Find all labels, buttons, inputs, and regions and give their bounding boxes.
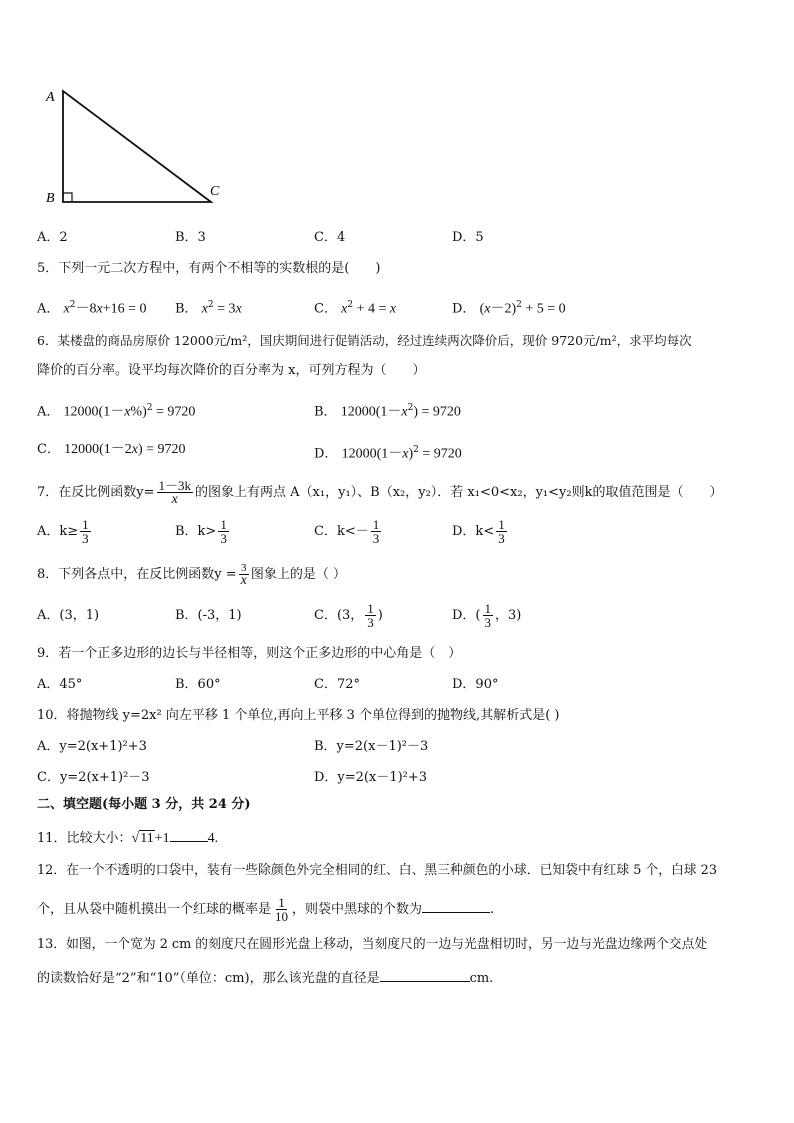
q8-stem-a: 8．下列各点中，在反比例函数y = — [37, 567, 237, 582]
q8-stem: 8．下列各点中，在反比例函数y = $\frac{3}{x}$ 图象上的是（ ） — [37, 562, 346, 588]
q10-stem: 10．将抛物线 y=2x² 向左平移 1 个单位,再向上平移 3 个单位得到的抛物线,其解析式是( ) — [37, 708, 560, 723]
right-angle-mark — [63, 193, 72, 202]
q6-a-prefix: A． — [37, 404, 60, 420]
q5-b-prefix: B． — [175, 301, 198, 317]
q8-option-d: D．( $\frac{1}{3}$ ，3) — [452, 601, 522, 630]
q11-stem: 11．比较大小：√11+1 4. — [37, 827, 218, 848]
q9-option-c: C．72° — [314, 677, 360, 692]
q5-option-a: A． $x^2-8x+16 = 0$ — [37, 300, 147, 317]
q6-option-c: C． 12000(1－2x) = 9720 — [37, 442, 186, 457]
q12-line2: 个，且从袋中随机摸出一个红球的概率是 $\frac{1}{10}$ ，则袋中黑球的个数为 . — [37, 895, 495, 924]
q7-option-b: B．k> $\frac{1}{3}$ — [175, 517, 227, 546]
q8-stem-b: 图象上的是（ ） — [250, 567, 346, 582]
q4-option-d: D．5 — [452, 230, 484, 245]
q6-line2: 降价的百分率。设平均每次降价的百分率为 x，可列方程为（ ） — [37, 363, 426, 378]
q5-option-d: D． $(x-2)^2 + 5 = 0$ — [452, 300, 566, 317]
q9-option-b: B．60° — [175, 677, 221, 692]
q8-option-b: B．(-3，1) — [175, 608, 242, 623]
q6-b-prefix: B． — [314, 404, 337, 420]
triangle-abc — [63, 91, 211, 202]
q10-option-d: D．y=2(x－1)²+3 — [314, 770, 428, 785]
q7-stem-a: 7．在反比例函数y= — [37, 485, 155, 500]
q13-line2: 的读数恰好是“2”和“10”（单位：cm)，那么该光盘的直径是 cm. — [37, 967, 493, 988]
q12-answer-blank[interactable] — [422, 898, 490, 913]
q8-option-a: A．(3，1) — [37, 608, 100, 623]
q6-c-prefix: C． — [37, 442, 60, 457]
q5-a-prefix: A． — [37, 301, 60, 317]
q6-option-a: A． $12000(1-x\%)^2 = 9720$ — [37, 403, 196, 420]
q13-answer-blank[interactable] — [380, 967, 470, 982]
q5-d-prefix: D． — [452, 301, 476, 317]
q7-fraction: $\frac{1-3k}{x}$ — [158, 478, 192, 507]
q12-line1: 12．在一个不透明的口袋中，装有一些除颜色外完全相同的红、白、黑三种颜色的小球．已知袋中有红球 5 个，白球 23 — [37, 863, 717, 878]
q5-option-b: B． $x^2 = 3x$ — [175, 300, 242, 317]
q9-option-d: D．90° — [452, 677, 499, 692]
q10-option-a: A．y=2(x+1)²+3 — [37, 739, 147, 754]
q7-option-a: A．k≥ $\frac{1}{3}$ — [37, 517, 89, 546]
q9-option-a: A．45° — [37, 677, 83, 692]
triangle-figure — [40, 84, 230, 210]
q6-line1: 6．某楼盘的商品房原价 12000元/m²，国庆期间进行促销活动，经过连续两次降价后，现价 9720元/m²，求平均每次 — [37, 333, 692, 348]
label-c: C — [210, 184, 220, 199]
q6-option-d: D． $12000(1-x)^2 = 9720$ — [314, 445, 462, 462]
q5-stem: 5．下列一元二次方程中，有两个不相等的实数根的是( ) — [37, 261, 381, 276]
q7-stem-b: 的图象上有两点 A（x₁，y₁）、B（x₂，y₂）．若 x₁<0<x₂，y₁<y₂则k的取值范围是（ ） — [195, 485, 723, 500]
q6-option-b: B． $12000(1-x^2) = 9720$ — [314, 403, 461, 420]
q5-option-c: C． $x^2 + 4 = x$ — [314, 300, 397, 317]
q5-c-prefix: C． — [314, 301, 337, 317]
q9-stem: 9．若一个正多边形的边长与半径相等，则这个正多边形的中心角是（ ） — [37, 646, 462, 661]
q11-answer-blank[interactable] — [170, 827, 208, 842]
section-heading: 二、填空题(每小题 3 分，共 24 分) — [37, 797, 251, 812]
q4-option-c: C．4 — [314, 230, 346, 245]
label-b: B — [46, 191, 55, 206]
q10-option-c: C．y=2(x+1)²－3 — [37, 770, 150, 785]
q7-stem — [37, 476, 722, 510]
q7-option-d: D．k< $\frac{1}{3}$ — [452, 517, 505, 546]
q8-option-c: C．(3， $\frac{1}{3}$ ) — [314, 601, 383, 630]
label-a: A — [46, 90, 55, 105]
q4-option-a: A．2 — [37, 230, 68, 245]
q6-d-prefix: D． — [314, 446, 338, 462]
q7-option-c: C．k<－ $\frac{1}{3}$ — [314, 517, 380, 546]
q10-option-b: B．y=2(x－1)²－3 — [314, 739, 429, 754]
q4-option-b: B．3 — [175, 230, 206, 245]
q13-line1: 13．如图，一个宽为 2 cm 的刻度尺在圆形光盘上移动，当刻度尺的一边与光盘相切时，另一边与光盘边缘两个交点处 — [37, 937, 708, 952]
